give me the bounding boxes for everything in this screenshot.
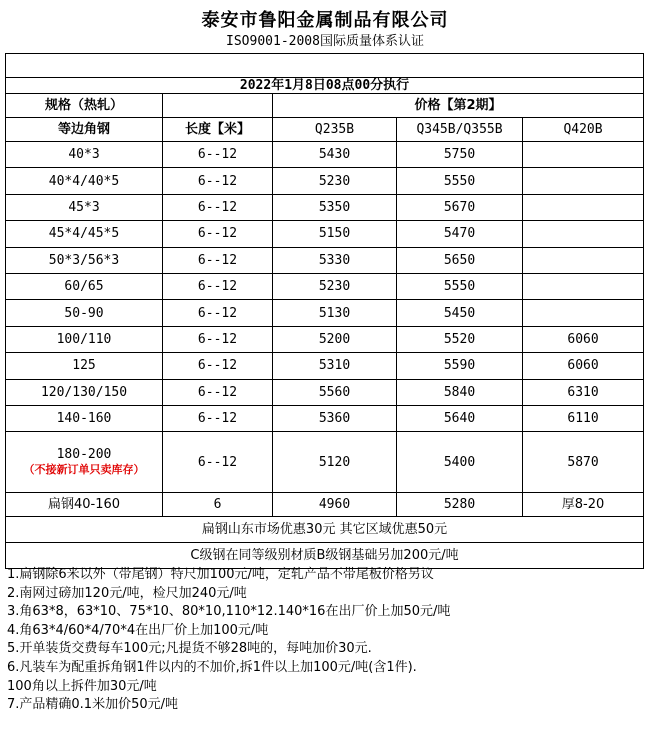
table-row [6, 142, 644, 168]
price-cell [523, 221, 644, 247]
price-cell: 5130 [273, 300, 397, 326]
spec-cell: 140-160 [6, 405, 163, 431]
price-cell: 5520 [397, 326, 523, 352]
spec-header: 规格（热轧） [6, 94, 163, 118]
grade-header: Q420B [523, 118, 644, 142]
length-cell: 6--12 [163, 168, 273, 194]
price-cell [523, 194, 644, 220]
spec-cell: 扁钢40-160 [6, 493, 163, 517]
note-line: 2.南网过磅加120元/吨，检尺加240元/吨 [7, 585, 247, 601]
price-header: 价格【第2期】 [273, 94, 644, 118]
price-cell: 5350 [273, 194, 397, 220]
table-row-grade-c [6, 543, 644, 569]
price-cell: 6310 [523, 379, 644, 405]
length-cell: 6--12 [163, 405, 273, 431]
price-cell: 5430 [273, 142, 397, 168]
price-cell [523, 142, 644, 168]
stock-only-note: （不接新订单只卖库存） [23, 463, 145, 477]
exec-date: 2022年1月8日08点00分执行 [6, 78, 644, 94]
spec-cell: 50-90 [6, 300, 163, 326]
length-cell: 6 [163, 493, 273, 517]
spec-cell: 45*3 [6, 194, 163, 220]
spec-cell: 120/130/150 [6, 379, 163, 405]
spec-cell: 40*3 [6, 142, 163, 168]
table-row-blank [6, 54, 644, 78]
product-header: 等边角钢 [6, 118, 163, 142]
spec-value: 180-200 [56, 447, 112, 463]
price-cell: 5750 [397, 142, 523, 168]
spec-cell: 60/65 [6, 273, 163, 299]
note-line: 4.角63*4/60*4/70*4在出厂价上加100元/吨 [7, 622, 269, 638]
price-cell: 5400 [397, 432, 523, 493]
table-row-header-2 [6, 118, 644, 142]
price-table [5, 53, 644, 569]
table-row-flat-steel [6, 493, 644, 517]
price-cell: 5470 [397, 221, 523, 247]
price-cell: 5870 [523, 432, 644, 493]
price-cell: 4960 [273, 493, 397, 517]
grade-c-text: C级钢在同等级别材质B级钢基础另加200元/吨 [6, 543, 644, 569]
price-cell: 5550 [397, 168, 523, 194]
spec-cell: 45*4/45*5 [6, 221, 163, 247]
spec-cell [6, 432, 163, 493]
table-row-exec-date [6, 78, 644, 94]
length-cell: 6--12 [163, 326, 273, 352]
notes-section [7, 566, 647, 715]
table-row [6, 194, 644, 220]
price-cell: 5450 [397, 300, 523, 326]
table-row [6, 168, 644, 194]
length-cell: 6--12 [163, 353, 273, 379]
promo-text: 扁钢山东市场优惠30元 其它区域优惠50元 [6, 517, 644, 543]
length-cell: 6--12 [163, 300, 273, 326]
length-cell: 6--12 [163, 273, 273, 299]
spec-cell: 40*4/40*5 [6, 168, 163, 194]
table-row-special [6, 432, 644, 493]
length-cell: 6--12 [163, 194, 273, 220]
table-row [6, 300, 644, 326]
length-cell: 6--12 [163, 432, 273, 493]
certification-line: ISO9001-2008国际质量体系认证 [226, 34, 424, 49]
price-cell: 5360 [273, 405, 397, 431]
grade-header: Q345B/Q355B [397, 118, 523, 142]
price-cell: 5230 [273, 168, 397, 194]
price-cell: 5280 [397, 493, 523, 517]
table-row [6, 221, 644, 247]
price-cell: 6110 [523, 405, 644, 431]
price-cell: 5550 [397, 273, 523, 299]
price-cell: 5200 [273, 326, 397, 352]
price-cell: 5640 [397, 405, 523, 431]
table-row [6, 405, 644, 431]
price-cell: 5120 [273, 432, 397, 493]
table-row [6, 326, 644, 352]
price-cell: 5590 [397, 353, 523, 379]
price-cell: 5560 [273, 379, 397, 405]
price-cell: 6060 [523, 326, 644, 352]
length-header: 长度【米】 [163, 118, 273, 142]
note-line: 3.角63*8，63*10、75*10、80*10,110*12.140*16在出厂价上加50元/吨 [7, 604, 451, 620]
note-line: 5.开单装货交费每车100元;凡提货不够28吨的，每吨加价30元. [7, 641, 372, 657]
price-cell [523, 300, 644, 326]
note-line: 100角以上拆件加30元/吨 [7, 678, 157, 694]
table-row [6, 379, 644, 405]
company-name: 泰安市鲁阳金属制品有限公司 [201, 10, 449, 31]
table-row [6, 247, 644, 273]
price-cell [523, 168, 644, 194]
price-cell: 5310 [273, 353, 397, 379]
price-cell: 5230 [273, 273, 397, 299]
note-line: 1.扁钢除6米以外（带尾钢）特尺加100元/吨，定轧产品不带尾板价格另议 [7, 567, 434, 582]
length-cell: 6--12 [163, 247, 273, 273]
price-cell: 5330 [273, 247, 397, 273]
length-cell: 6--12 [163, 221, 273, 247]
table-row-promo [6, 517, 644, 543]
price-cell: 5650 [397, 247, 523, 273]
table-row-header-1 [6, 94, 644, 118]
note-line: 7.产品精确0.1米加价50元/吨 [7, 697, 178, 713]
price-cell: 6060 [523, 353, 644, 379]
spec-cell: 100/110 [6, 326, 163, 352]
price-cell: 5150 [273, 221, 397, 247]
length-cell: 6--12 [163, 379, 273, 405]
table-row [6, 273, 644, 299]
price-cell: 厚8-20 [523, 493, 644, 517]
price-cell [523, 273, 644, 299]
price-cell: 5670 [397, 194, 523, 220]
price-cell: 5840 [397, 379, 523, 405]
note-line: 6.凡装车为配重拆角钢1件以内的不加价,拆1件以上加100元/吨(含1件). [7, 659, 417, 675]
price-cell [523, 247, 644, 273]
spec-cell: 125 [6, 353, 163, 379]
spec-cell: 50*3/56*3 [6, 247, 163, 273]
table-row [6, 353, 644, 379]
length-cell: 6--12 [163, 142, 273, 168]
grade-header: Q235B [273, 118, 397, 142]
